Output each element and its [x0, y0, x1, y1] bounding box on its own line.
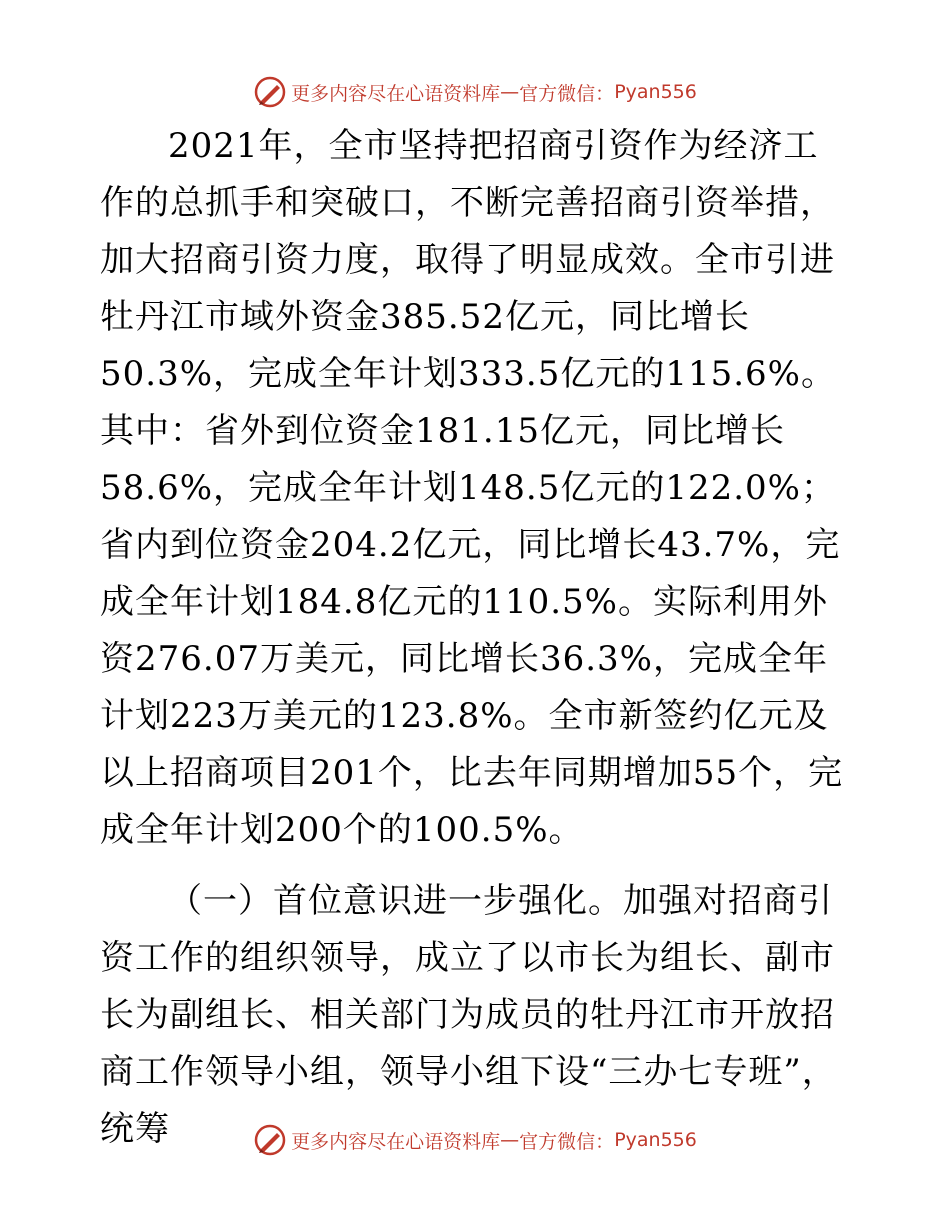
watermark-wechat-id: Pyan556 — [614, 81, 697, 103]
watermark-dash: — — [500, 1129, 520, 1151]
pen-logo-icon — [253, 75, 287, 109]
pen-logo-icon — [253, 1123, 287, 1157]
watermark-title: 更多内容尽在心语资料库 — [291, 1130, 501, 1153]
watermark-dash: — — [500, 81, 520, 103]
header-watermark — [0, 72, 950, 112]
paragraph-summary: 2021年，全市坚持把招商引资作为经济工作的总抓手和突破口，不断完善招商引资举措，加大招商引资力度，取得了明显成效。全市引进牡丹江市域外资金385.52亿元，同比增长50.3%，完成全年计划333.5亿元的115.6%。其中：省外到位资金181.15亿元，同比增长58.6%，完成全年计划148.5亿元的122.0%；省内到位资金204.2亿元，同比增长43.7%，完成全年计划184.8亿元的110.5%。实际利用外资276.07万美元，同比增长36.3%，完成全年计划223万美元的123.8%。全市新签约亿元及以上招商项目201个，比去年同期增加55个，完成全年计划200个的100.5%。 — [100, 126, 844, 850]
watermark-wechat-label: 官方微信： — [519, 82, 615, 105]
watermark-wechat-label: 官方微信： — [519, 1130, 615, 1153]
watermark-wechat-id: Pyan556 — [614, 1129, 697, 1151]
document-body — [100, 118, 850, 1158]
watermark-title: 更多内容尽在心语资料库 — [291, 82, 501, 105]
paragraph-section-1: （一）首位意识进一步强化。加强对招商引资工作的组织领导，成立了以市长为组长、副市长为副组长、相关部门为成员的牡丹江市开放招商工作领导小组，领导小组下设“三办七专班”，统筹 — [100, 881, 837, 1149]
footer-watermark — [0, 1120, 950, 1160]
